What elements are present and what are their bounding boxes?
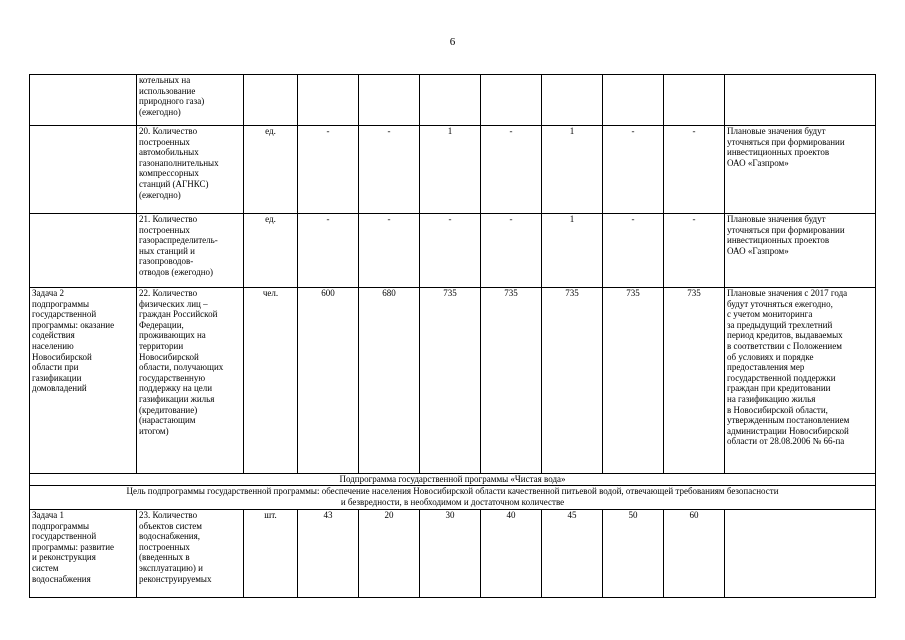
page-number: 6	[449, 36, 456, 48]
value-cell: -	[298, 126, 359, 214]
subprogram-title: Подпрограмма государственной программы «Чистая вода»	[30, 474, 876, 486]
value-cell	[603, 75, 664, 126]
value-cell: -	[603, 126, 664, 214]
table-row	[30, 75, 876, 126]
value-cell: -	[664, 126, 725, 214]
value-cell: 735	[481, 288, 542, 474]
table-body	[30, 75, 876, 598]
value-cell	[542, 75, 603, 126]
table-row	[30, 510, 876, 598]
value-cell: 1	[542, 214, 603, 288]
unit-cell: ед.	[244, 214, 298, 288]
subprogram-goal: Цель подпрограммы государственной программы: обеспечение населения Новосибирской области качественной питьевой водой, отвечающей требованиям безопасности и безвредности, в необходимом и достаточном количестве	[30, 486, 876, 510]
indicator-cell: 22. Количество физических лиц – граждан Российской Федерации, проживающих на территории Новосибирской области, получающих государственную поддержку на цели газификации жилья (кредитование) (нарастающим итогом)	[137, 288, 244, 474]
value-cell: 680	[359, 288, 420, 474]
value-cell: 60	[664, 510, 725, 598]
indicators-table	[29, 74, 876, 598]
value-cell: -	[359, 214, 420, 288]
table-row	[30, 214, 876, 288]
task-cell	[30, 126, 137, 214]
unit-cell: ед.	[244, 126, 298, 214]
value-cell: -	[420, 214, 481, 288]
note-cell	[725, 510, 876, 598]
note-cell	[725, 75, 876, 126]
value-cell: 30	[420, 510, 481, 598]
value-cell: -	[603, 214, 664, 288]
unit-cell	[244, 75, 298, 126]
value-cell: 735	[603, 288, 664, 474]
table-row	[30, 288, 876, 474]
value-cell	[481, 75, 542, 126]
value-cell: -	[359, 126, 420, 214]
task-cell	[30, 214, 137, 288]
task-cell	[30, 75, 137, 126]
value-cell: 1	[420, 126, 481, 214]
value-cell: 735	[664, 288, 725, 474]
value-cell	[420, 75, 481, 126]
value-cell	[359, 75, 420, 126]
value-cell: -	[664, 214, 725, 288]
indicator-cell: котельных на использование природного газа) (ежегодно)	[137, 75, 244, 126]
subprogram-title-row	[30, 474, 876, 486]
note-cell: Плановые значения будут уточняться при формировании инвестиционных проектов ОАО «Газпром»	[725, 214, 876, 288]
value-cell	[298, 75, 359, 126]
value-cell: 735	[542, 288, 603, 474]
table-row	[30, 126, 876, 214]
value-cell	[664, 75, 725, 126]
value-cell: 20	[359, 510, 420, 598]
note-cell: Плановые значения с 2017 года будут уточняться ежегодно, с учетом мониторинга за предыдущий трехлетний период кредитов, выдаваемых в соответствии с Положением об условиях и порядке предоставления мер государственной поддержки граждан при кредитовании на газификацию жилья в Новосибирской области, утвержденным постановлением администрации Новосибирской области от 28.08.2006 № 66-па	[725, 288, 876, 474]
task-cell: Задача 2 подпрограммы государственной программы: оказание содействия населению Новосибирской области при газификации домовладений	[30, 288, 137, 474]
subprogram-goal-row	[30, 486, 876, 510]
value-cell: -	[298, 214, 359, 288]
indicator-cell: 23. Количество объектов систем водоснабжения, построенных (введенных в эксплуатацию) и реконструируемых	[137, 510, 244, 598]
note-cell: Плановые значения будут уточняться при формировании инвестиционных проектов ОАО «Газпром»	[725, 126, 876, 214]
value-cell: 43	[298, 510, 359, 598]
indicator-cell: 21. Количество построенных газораспределитель- ных станций и газопроводов- отводов (ежегодно)	[137, 214, 244, 288]
value-cell: 735	[420, 288, 481, 474]
value-cell: 50	[603, 510, 664, 598]
value-cell: 40	[481, 510, 542, 598]
task-cell: Задача 1 подпрограммы государственной программы: развитие и реконструкция систем водоснабжения	[30, 510, 137, 598]
value-cell: 600	[298, 288, 359, 474]
indicator-cell: 20. Количество построенных автомобильных газонаполнительных компрессорных станций (АГНКС) (ежегодно)	[137, 126, 244, 214]
unit-cell: шт.	[244, 510, 298, 598]
value-cell: 1	[542, 126, 603, 214]
value-cell: -	[481, 126, 542, 214]
unit-cell: чел.	[244, 288, 298, 474]
value-cell: -	[481, 214, 542, 288]
value-cell: 45	[542, 510, 603, 598]
